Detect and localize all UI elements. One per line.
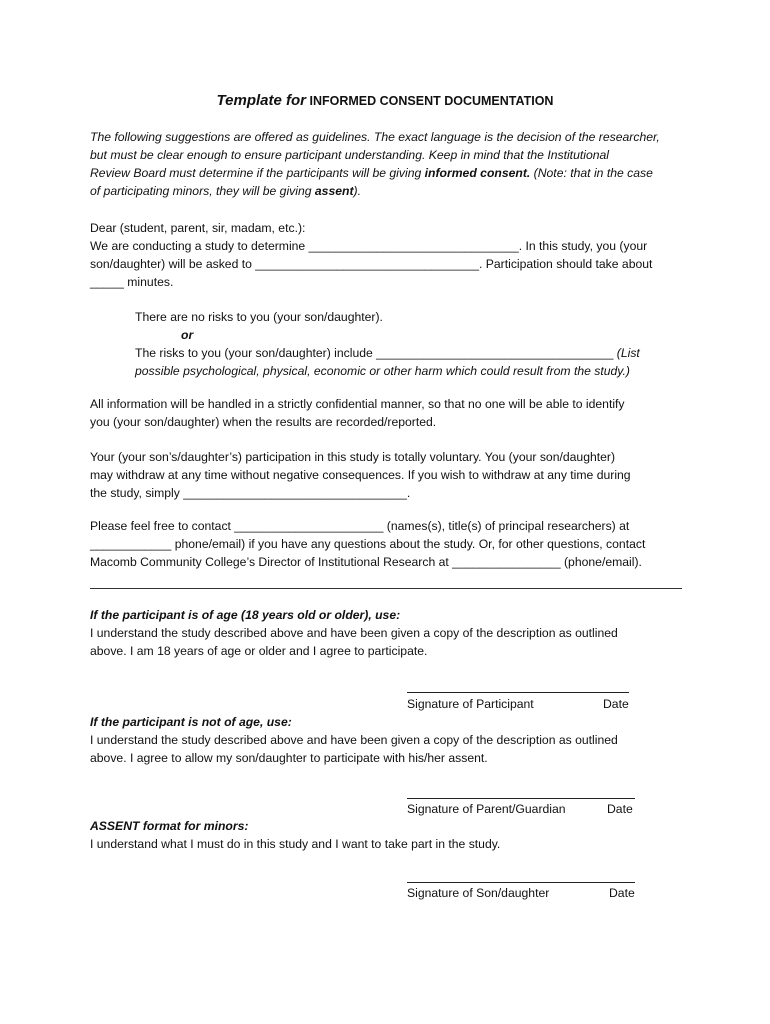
voluntary-line: may withdraw at any time without negative consequences. If you wish to withdraw at any time during: [90, 468, 631, 482]
or-separator: or: [181, 328, 194, 342]
not-of-age-heading: If the participant is not of age, use:: [90, 715, 292, 729]
withdraw-line: the study, simply _________________________________.: [90, 486, 411, 500]
intro-line: but must be clear enough to ensure participant understanding. Keep in mind that the Institutional: [90, 148, 609, 162]
participant-signature-label: Signature of Participant: [407, 697, 534, 711]
guardian-date-label: Date: [607, 802, 633, 816]
intro-line: Review Board must determine if the participants will be giving informed consent. (Note: that in the case: [90, 166, 653, 180]
contact-line: Please feel free to contact ______________________ (names(s), title(s) of principal researchers) at: [90, 519, 630, 533]
of-age-section: [90, 606, 618, 660]
section-divider: [90, 588, 682, 589]
minor-signature-line[interactable]: [407, 882, 635, 883]
study-duration-line: _____ minutes.: [90, 275, 174, 289]
not-of-age-line: I understand the study described above and have been given a copy of the description as outlined: [90, 733, 618, 747]
guardian-signature-line[interactable]: [407, 798, 635, 799]
page-title: [0, 92, 770, 109]
voluntary-paragraph: [90, 448, 631, 502]
contact-line: Macomb Community College’s Director of Institutional Research at ________________ (phone/email).: [90, 555, 642, 569]
guardian-signature-label: Signature of Parent/Guardian: [407, 802, 566, 816]
assent-line: I understand what I must do in this study and I want to take part in the study.: [90, 837, 501, 851]
study-purpose-line: We are conducting a study to determine _______________________________. In this study, you (your: [90, 239, 648, 253]
contact-line: ____________ phone/email) if you have any questions about the study. Or, for other questions, contact: [90, 537, 646, 551]
not-of-age-line: above. I agree to allow my son/daughter to participate with his/her assent.: [90, 751, 488, 765]
assent-section: [90, 817, 500, 853]
study-task-line: son/daughter) will be asked to _________________________________. Participation should take about: [90, 257, 653, 271]
minor-date-label: Date: [609, 886, 635, 900]
confidentiality-paragraph: [90, 395, 625, 431]
participant-signature-line[interactable]: [407, 692, 629, 693]
title-italic: Template for: [216, 92, 306, 109]
intro-paragraph: [90, 128, 660, 200]
of-age-line: I understand the study described above and have been given a copy of the description as outlined: [90, 626, 618, 640]
intro-line: The following suggestions are offered as guidelines. The exact language is the decision of the researcher,: [90, 130, 660, 144]
of-age-heading: If the participant is of age (18 years old or older), use:: [90, 608, 401, 622]
intro-line: of participating minors, they will be giving assent).: [90, 184, 361, 198]
risks-note-line: possible psychological, physical, economic or other harm which could result from the study.): [135, 364, 630, 378]
assent-heading: ASSENT format for minors:: [90, 819, 249, 833]
risks-paragraph: [135, 308, 640, 380]
not-of-age-section: [90, 713, 618, 767]
contact-paragraph: [90, 517, 645, 571]
no-risk-line: There are no risks to you (your son/daughter).: [135, 310, 383, 324]
minor-signature-label: Signature of Son/daughter: [407, 886, 550, 900]
title-bold: INFORMED CONSENT DOCUMENTATION: [309, 94, 554, 108]
confidentiality-line: All information will be handled in a strictly confidential manner, so that no one will be able to identify: [90, 397, 625, 411]
greeting-line: Dear (student, parent, sir, madam, etc.):: [90, 221, 306, 235]
of-age-line: above. I am 18 years of age or older and I agree to participate.: [90, 644, 428, 658]
voluntary-line: Your (your son’s/daughter’s) participation in this study is totally voluntary. You (your son/daughter): [90, 450, 616, 464]
participant-date-label: Date: [603, 697, 629, 711]
confidentiality-line: you (your son/daughter) when the results are recorded/reported.: [90, 415, 437, 429]
greeting-paragraph: [90, 219, 652, 291]
risks-line: The risks to you (your son/daughter) include ___________________________________ (List: [135, 346, 640, 360]
